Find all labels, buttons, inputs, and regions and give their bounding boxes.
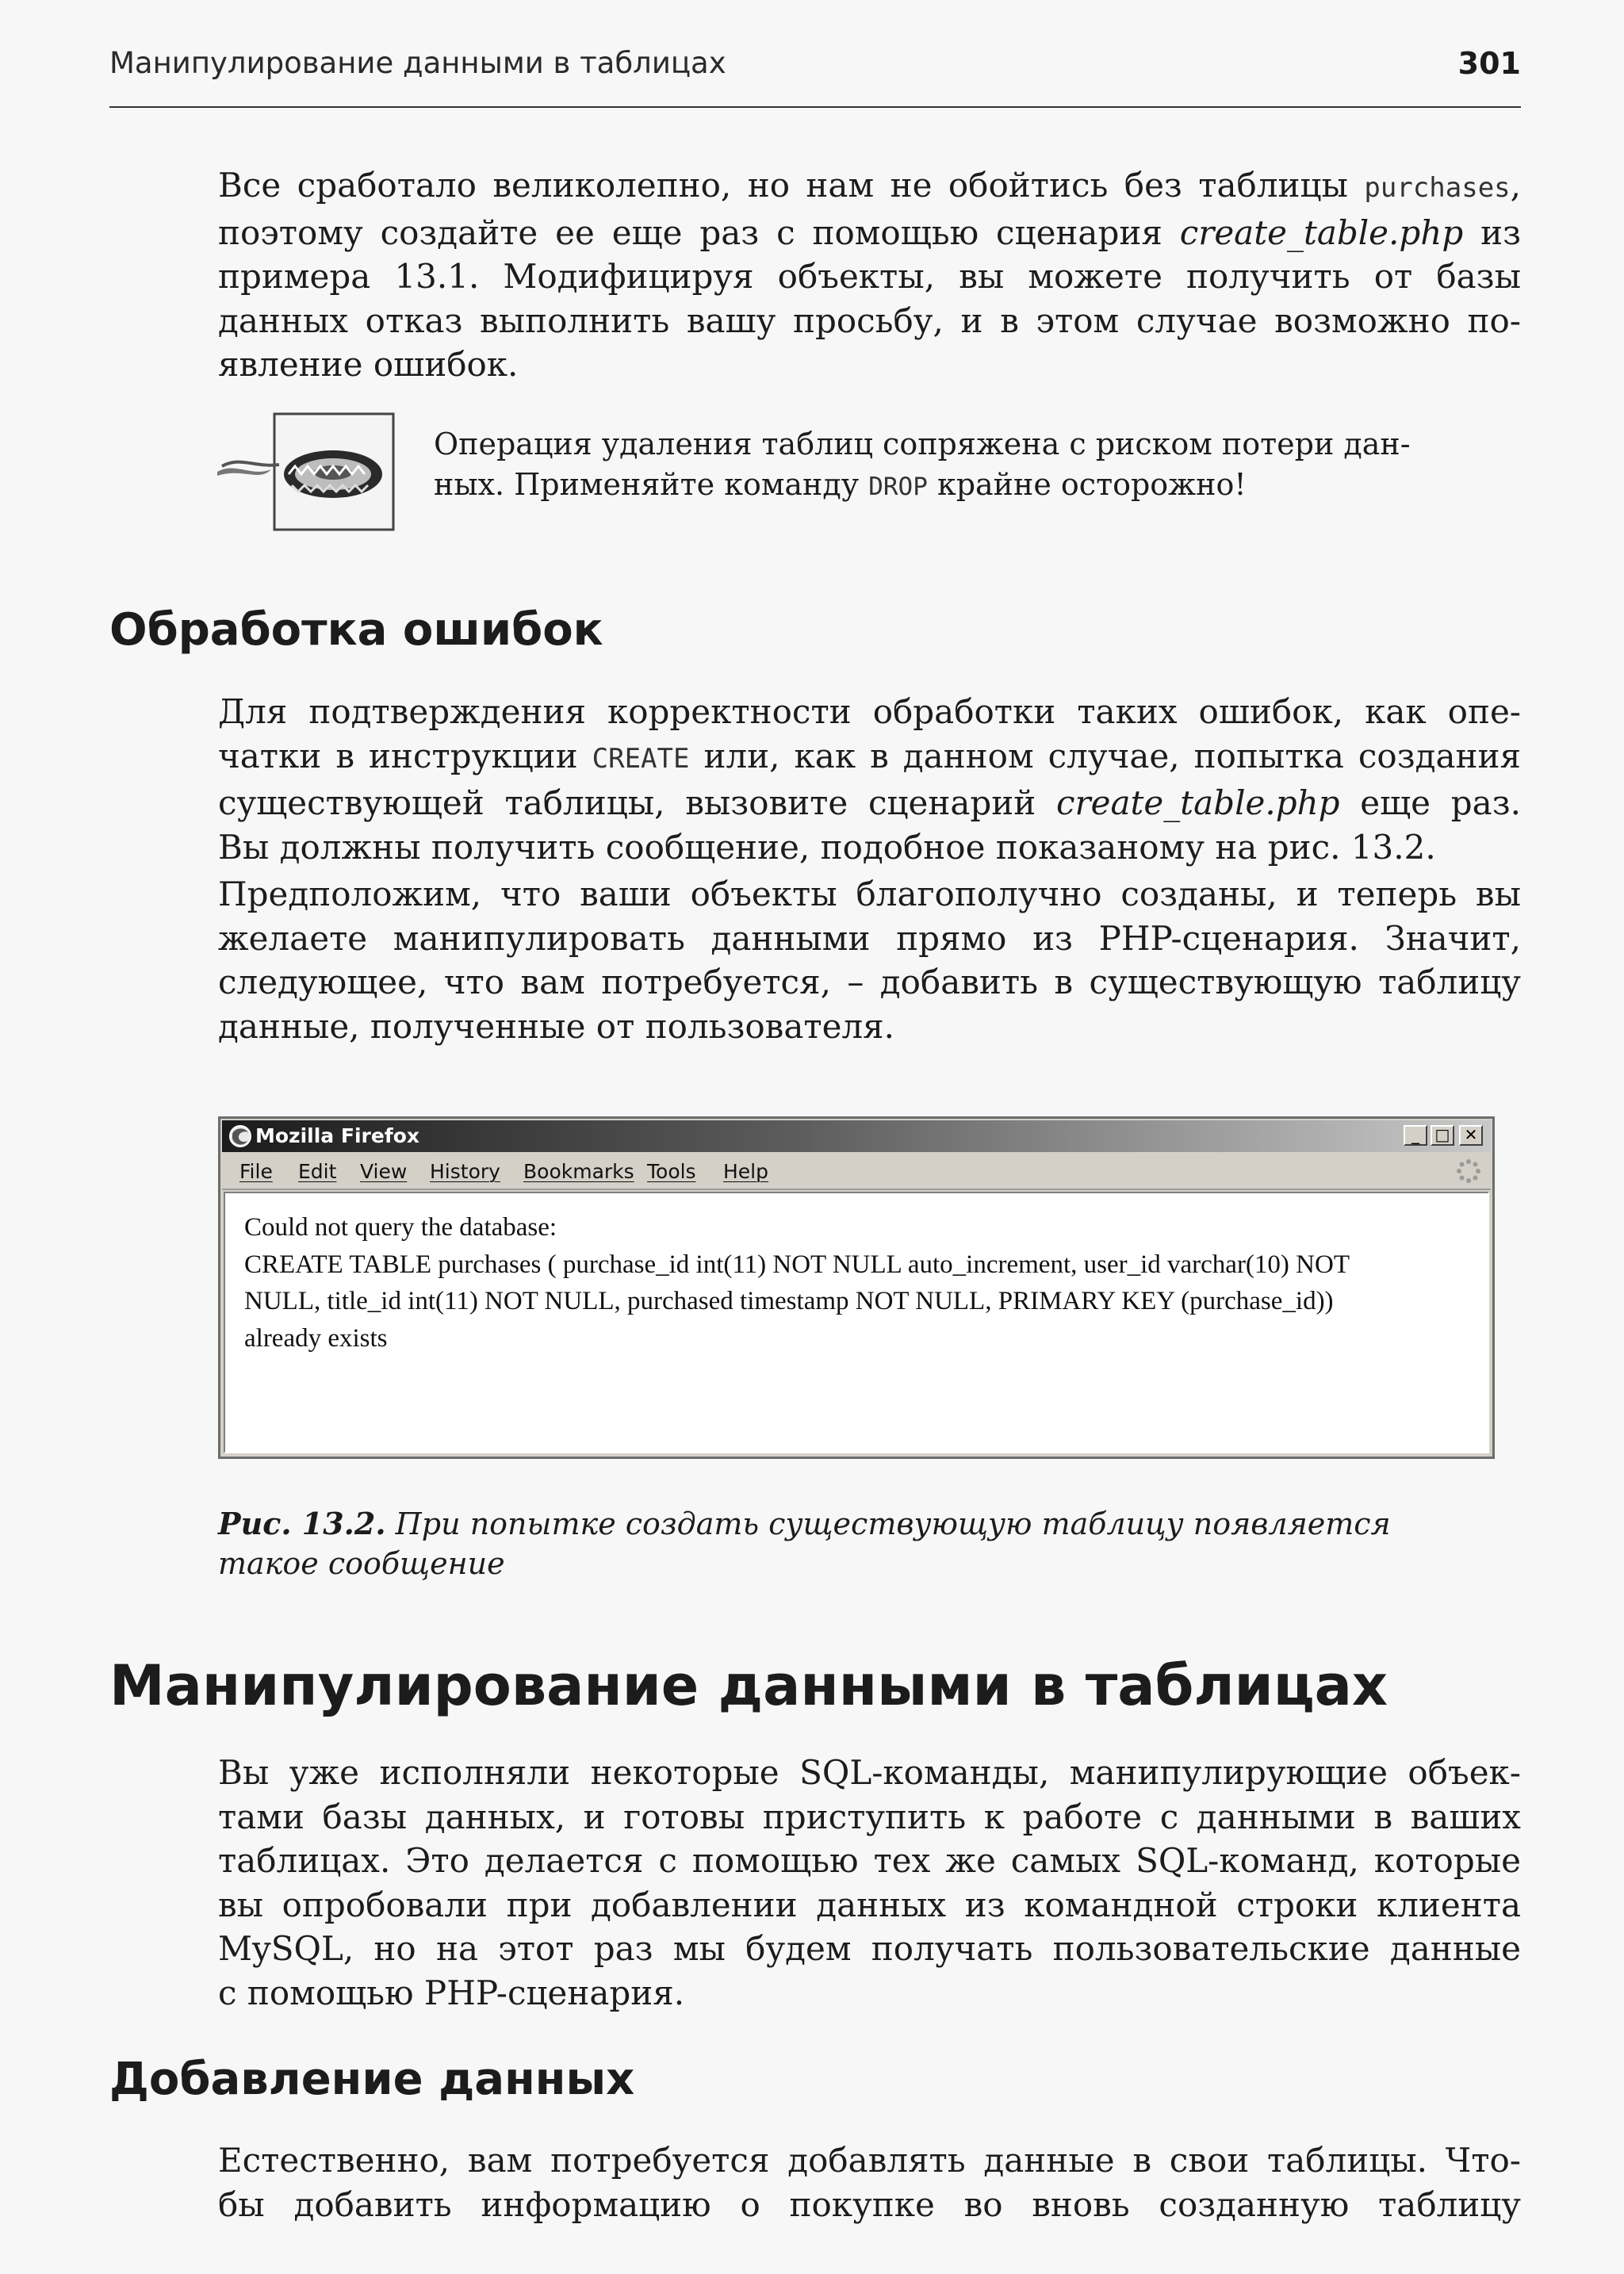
page-number: 301 bbox=[1457, 46, 1521, 81]
running-head-title: Манипулирование данными в таблицах bbox=[109, 46, 726, 80]
paragraph-manipulation: Вы уже исполняли некоторые SQL-команды, манипулирующие объек- тами базы данных, и готовы приступить к работе с данными в ваших таблицах. Это делается с помощью тех же самых SQL-команд, которые вы опробовали при добавлении данных из командной строки клиента MySQL, но на этот раз мы будем получать пользовательские данные с помощью PHP-сценария. bbox=[218, 1753, 1521, 2012]
page-content bbox=[224, 1192, 1489, 1453]
error-line: CREATE TABLE purchases ( purchase_id int(11) NOT NULL auto_increment, user_id varchar(10) NOT bbox=[244, 1250, 1350, 1279]
close-button[interactable]: ✕ bbox=[1459, 1125, 1483, 1146]
figure-caption: Рис. 13.2. При попытке создать существующую таблицу появляется такое сообщение bbox=[218, 1506, 1391, 1581]
firefox-icon bbox=[228, 1124, 252, 1148]
menu-bookmarks[interactable]: Bookmarks bbox=[523, 1160, 634, 1183]
maximize-button[interactable]: □ bbox=[1431, 1125, 1454, 1146]
section-heading-errors: Обработка ошибок bbox=[109, 604, 603, 656]
menu-bar bbox=[222, 1154, 1491, 1190]
header-rule bbox=[109, 106, 1521, 108]
window-title: Mozilla Firefox bbox=[255, 1124, 419, 1147]
menu-help[interactable]: Help bbox=[723, 1160, 768, 1183]
throbber-icon bbox=[1456, 1158, 1481, 1184]
paragraph-errors: Для подтверждения корректности обработки таких ошибок, как опе- чатки в инструкции CREATE или, как в данном случае, попытка создания существующей таблицы, вызовите сценарий create_table.php еще раз. Вы должны получить сообщение, подобное показаному на рис. 13.2. bbox=[218, 692, 1521, 867]
text-line: явление ошибок. bbox=[218, 345, 519, 384]
menu-edit[interactable]: Edit bbox=[298, 1160, 337, 1183]
minimize-button[interactable]: _ bbox=[1404, 1125, 1427, 1146]
paragraph-suppose: Предположим, что ваши объекты благополучно созданы, и теперь вы желаете манипулировать данными прямо из PHP-сценария. Значит, следующее, что вам потребуется, – добавить в существующую таблицу данные, полученные от пользователя. bbox=[218, 875, 1521, 1046]
window-titlebar bbox=[222, 1120, 1491, 1152]
bear-trap-icon bbox=[216, 412, 400, 531]
error-line: NULL, title_id int(11) NOT NULL, purchased timestamp NOT NULL, PRIMARY KEY (purchase_id)) bbox=[244, 1287, 1334, 1315]
text-line: данных отказ выполнить вашу просьбу, и в этом случае возможно по- bbox=[218, 301, 1521, 340]
text-line: Все сработало великолепно, но нам не обойтись без таблицы purchases, bbox=[218, 166, 1521, 205]
error-line: already exists bbox=[244, 1323, 388, 1353]
text-line: поэтому создайте ее еще раз с помощью сценария create_table.php из bbox=[218, 212, 1521, 252]
section-heading-adding: Добавление данных bbox=[109, 2054, 635, 2105]
running-head bbox=[109, 46, 1521, 94]
text-line: примера 13.1. Модифицируя объекты, вы можете получить от базы bbox=[218, 257, 1521, 296]
caption-label: Рис. 13.2. bbox=[218, 1506, 386, 1541]
menu-view[interactable]: View bbox=[360, 1160, 408, 1183]
menu-file[interactable]: File bbox=[239, 1160, 273, 1183]
menu-tools[interactable]: Tools bbox=[647, 1160, 696, 1183]
paragraph-adding: Естественно, вам потребуется добавлять данные в свои таблицы. Что- бы добавить информацию о покупке во вновь созданную таблицу bbox=[218, 2141, 1521, 2224]
firefox-window-figure bbox=[218, 1116, 1495, 1459]
paragraph-intro bbox=[218, 163, 1521, 387]
section-heading-manipulation: Манипулирование данными в таблицах bbox=[109, 1653, 1388, 1718]
menu-history[interactable]: History bbox=[430, 1160, 500, 1183]
warning-note: Операция удаления таблиц сопряжена с риском потери дан- ных. Применяйте команду DROP крайне осторожно! bbox=[434, 427, 1411, 502]
error-line: Could not query the database: bbox=[244, 1213, 557, 1242]
